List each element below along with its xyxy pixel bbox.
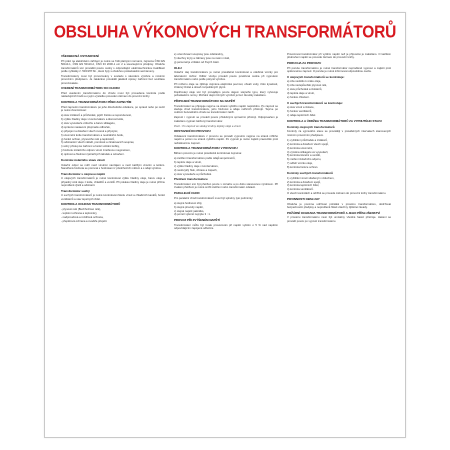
- list-item: c) stav průchodek a izolátorů,: [287, 88, 323, 92]
- section-heading: Přetížení transformátoru: [174, 177, 208, 182]
- list-item: h) odstranění všech nářadí, pomůcek a zkratovacích souprav,: [61, 141, 135, 145]
- list-item: 2) kontrola a dotažení všech spojů,: [287, 142, 329, 146]
- list-item: g) personál je vzdálen od živých částí.: [174, 60, 220, 64]
- list-item: d) poměr výkonů nejvýše 3 : 1.: [174, 213, 211, 217]
- list-item: 5) kontrola těsnění a ventilů,: [287, 154, 321, 158]
- list-item: d) neobvyklý hluk, vibrace a zápach,: [174, 168, 218, 172]
- list-item: 3) kontrola teplotních čidel,: [287, 184, 320, 188]
- section-heading: POŽÁRNÍ OCHRANA TRANSFORMÁTORŮ A JEHO PŘÍSLUŠENSTVÍ: [287, 210, 381, 215]
- sheet-title: OBSLUHA VÝKONOVÝCH TRANSFORMÁTORŮ: [53, 22, 397, 43]
- list-item: 4) kontrola ventilátorů.: [287, 188, 314, 192]
- section-heading: UVEDENÍ TRANSFORMÁTORU DO CHODU: [61, 86, 120, 91]
- section-heading: Transformátor s olejovou náplní: [61, 171, 106, 176]
- paragraph: Kontroly za vypnutého stavu se provádějí v pravidelných intervalech stanovených místním provozním předpisem.: [287, 130, 391, 137]
- list-item: - teplotní ochrana a teploměry,: [61, 211, 98, 215]
- section-heading: KONTROLA TRANSFORMÁTORU V PROVOZU: [174, 146, 238, 151]
- section-heading: POVINNOSTI OBSLUHY: [287, 197, 320, 202]
- text-columns: [61, 53, 391, 423]
- list-item: c) údaje teplotních čidel.: [287, 114, 316, 118]
- list-item: 1) vyčištění vinutí stlačeným vzduchem,: [287, 176, 335, 180]
- list-item: a) zatížení transformátoru podle údajů ampérmetrů,: [174, 156, 236, 160]
- paragraph: Provozovat transformátor při vyšším napětí než je přípustné je zakázáno. O každém překročení napětí se provede záznam do provozní knihy.: [287, 53, 391, 60]
- paragraph: Transformátor může být trvale provozován při napětí vyšším o 5 % nad napětím odpovídajícím zapojené odbočce.: [174, 223, 278, 231]
- list-item: f) všechny kryty a zábrany jsou na svém místě,: [174, 56, 230, 60]
- section-heading: VŠEOBECNÁ USTANOVENÍ: [61, 54, 99, 59]
- list-item: - plynové relé (Buchholzovo relé),: [61, 207, 102, 211]
- paragraph: Izolační odpor se měří mezi vinutími navzájem a mezi každým vinutím a kotlem. Naměřená hodnota se porovná s hodnotami z předchozích měření a s údaji výrobce.: [61, 163, 165, 170]
- note-paragraph: Pozn.: Po zapnutí se sledují změny teploty oleje a vinutí.: [174, 124, 242, 128]
- list-item: a) stav vinutí a izolace,: [287, 106, 315, 110]
- section-heading: KONTROLA OCHRAN TRANSFORMÁTORŮ: [61, 202, 121, 207]
- paragraph: Obsluha je povinna udržovat pořádek v prostoru transformátoru, dodržovat bezpečnostní předpisy a neprodleně hlásit všechny zjištěné závady.: [287, 202, 391, 210]
- list-item: 8) kontrola funkce ochran.: [287, 166, 319, 170]
- paragraph: Izolační olej transformátoru je nutné pravidelně kontrolovat a odebírat vzorky pro laboratorní rozbor. Odběr vzorku provádí pouze pověřená osoba při vypnutém transformátoru nebo podle pokynů výrobce.: [174, 71, 278, 81]
- list-item: a) stav izolátorů a průchodek, jejich čistotu a neporušenost,: [61, 113, 132, 117]
- list-item: a) stejné hodinové úhly,: [174, 201, 203, 205]
- section-heading: U olejových transformátorů se kontroluje:: [287, 74, 345, 79]
- paragraph: O všech kontrolách a údržbě se provede záznam do provozní knihy transformátoru.: [287, 192, 387, 196]
- list-item: - nadproudová a rozdílová ochrana,: [61, 215, 104, 219]
- list-item: i) volný přístup ke zařízení a funkci větrání kobky,: [61, 145, 120, 149]
- paragraph: U olejových transformátorů je nutné kontrolovat výšku hladiny oleje, barvu oleje a případný únik oleje z kotle, chladičů a ventilů. Při poklesu hladiny oleje je nutné příčinu neprodleně zjistit a odstranit.: [61, 177, 165, 187]
- paragraph: Doplňování oleje smí být prováděno pouze olejem stejného typu, který vyhovuje požadavkům normy. Míchání olejů různých výrobců je bez zkoušky zakázáno.: [174, 91, 278, 98]
- list-item: 3) kontrola uzemnění,: [287, 146, 313, 150]
- section-heading: Kontroly olejových transformátorů: [287, 124, 335, 129]
- list-item: g) funkci ochran, plynového relé a teploměrů,: [61, 137, 115, 141]
- list-item: c) výšku hladiny oleje v konzervátoru,: [174, 164, 219, 168]
- section-heading: PARALELNÍ CHOD: [174, 191, 200, 196]
- list-item: - přepěťová ochrana a svodiče přepětí.: [61, 219, 108, 223]
- paragraph: Pro paralelní chod transformátorů musí být splněny tyto podmínky:: [174, 196, 254, 200]
- column-3: [287, 53, 391, 423]
- safety-sheet: [44, 12, 406, 438]
- section-heading: Kontroly suchých transformátorů: [287, 171, 333, 175]
- list-item: b) stejné převody napětí,: [174, 205, 204, 209]
- paragraph: Zapnutí i vypnutí se provádí pouze příslušnými spínacími přístroji. Odpojovačem je zakázáno vypínat zatížený transformátor.: [174, 116, 278, 123]
- list-item: 6) měření izolačního odporu,: [287, 158, 322, 162]
- column-1: [61, 53, 165, 423]
- section-heading: PROVOZ PŘI ZVÝŠENÉM NAPĚTÍ: [174, 218, 220, 223]
- list-item: c) stav vysoušeče vzduchu a barvu silikagelu,: [61, 121, 116, 125]
- section-heading: Kontrola izolačního stavu vinutí: [61, 158, 105, 163]
- paragraph: Transformátor smí být přetížen pouze v rozsahu a po dobu stanovenou výrobcem. Při trvalém přetížení je nutné snížit zatížení nebo transformátor odstavit.: [174, 183, 278, 190]
- list-item: c) stejná napětí nakrátko,: [174, 209, 205, 213]
- list-item: b) teplotu oleje a vinutí,: [174, 160, 202, 164]
- list-item: e) funkce chlazení.: [287, 96, 310, 100]
- section-heading: PŘIPOJENÍ TRANSFORMÁTORU NA NAPĚTÍ: [174, 99, 236, 104]
- section-heading: PORUCHA ZA PROVOZU: [287, 61, 322, 66]
- list-item: j) hodnotu izolačního odporu vinutí změřenou megmetrem,: [61, 149, 131, 153]
- list-item: a) zda nedošlo k úniku oleje,: [287, 80, 322, 84]
- list-item: e) připojení a dotažení všech svorek a přípojnic,: [61, 129, 119, 133]
- paragraph: Před uvedením transformátoru do chodu musí být provedena kontrola podle následujících bodů a o jejím výsledku proveden záznam do provozní knihy.: [61, 91, 165, 99]
- list-item: 2) kontrola a dotažení spojů,: [287, 180, 321, 184]
- section-heading: OLEJ: [174, 65, 182, 70]
- list-item: e) stav vysoušeče a průchodek.: [174, 172, 212, 176]
- list-item: b) zda nezapůsobilo plynové relé,: [287, 84, 328, 88]
- paragraph: Transformátor se připojuje nejprve na straně vyššího napětí naprázdno. Po zapnutí se sleduje chod transformátoru, jeho hlučnost a údaje měřicích přístrojů. Teprve po ověření bezvadného chodu se transformátor zatíží.: [174, 104, 278, 115]
- list-item: e) uzemňovací soupravy jsou odstraněny,: [174, 53, 224, 56]
- list-item: d) správné nastavení přepínače odboček,: [61, 125, 111, 129]
- section-heading: KONTROLA TRANSFORMÁTORU PŘED ZAPNUTÍM: [61, 100, 132, 105]
- paragraph: U suchých transformátorů je nutné kontrolovat čistotu vinutí a chladicích kanálů, funkci ventilátorů a stav tepelných čidel.: [61, 194, 165, 201]
- paragraph: Před zapnutím transformátoru po jeho dlouhodobé odstávce, po opravě nebo po revizi je nutné zkontrolovat:: [61, 105, 165, 112]
- list-item: b) výšku hladiny oleje v konzervátoru a těsnost kotle,: [61, 117, 124, 121]
- section-heading: Transformátor suchý: [61, 188, 90, 193]
- list-item: 1) vyčištění průchodek a izolátorů,: [287, 138, 328, 142]
- section-heading: KONTROLA A ÚDRŽBA TRANSFORMÁTORŮ ZA VYPNUTÉHO STAVU: [287, 119, 382, 124]
- list-item: 7) odběr vzorku oleje,: [287, 162, 313, 166]
- list-item: 4) výměna silikagelu ve vysoušeči,: [287, 150, 329, 154]
- column-2: [174, 53, 278, 423]
- paragraph: Při rozboru oleje se zjišťuje zejména elektrická pevnost, obsah vody, číslo kyselosti, ztrátový činitel a obsah rozpuštěných plynů.: [174, 82, 278, 90]
- paragraph: V prostoru transformátoru musí být umístěny vhodné hasicí přístroje. Hašení se provádí pouze po vypnutí transformátoru.: [287, 216, 391, 223]
- list-item: f) uzemnění kotle transformátoru a neutrálního bodu,: [61, 133, 124, 137]
- paragraph: Při poruše transformátoru je nutné transformátor neprodleně vypnout a zajistit proti opětovnému zapnutí. O poruše je nutné informovat odpovědnou osobu.: [287, 66, 391, 74]
- list-item: d) teplota oleje a vinutí,: [287, 92, 315, 96]
- section-heading: ODSTAVENÍ DO PROVOZU: [174, 129, 211, 134]
- paragraph: Transformátory musí být provozovány v souladu s návodem výrobce a místním provozním předpisem. Je zakázáno provádět jakékoli úpravy zařízení bez souhlasu provozovatele.: [61, 74, 165, 85]
- section-heading: U suchých transformátorů se kontroluje:: [287, 100, 343, 105]
- paragraph: Při práci na elektrickém zařízení je nutné se řídit platnými normami, zejména ČSN EN 50110-1, ČSN EN 50110-2, ČSN 33 2000-1 ed. 2 a souvisejícími předpisy. Obsluhu transformátorů smí provádět pouze osoby s odpovídající elektrotechnickou kvalifikací podle vyhlášky č. 50/1978 Sb., které byly s obsluhou prokazatelně seznámeny.: [61, 59, 165, 74]
- paragraph: Odstavení transformátoru z provozu se provádí vypnutím nejprve na straně nižšího napětí a potom na straně vyššího napětí. Po vypnutí je nutné zajistit pracoviště proti nežádoucímu zapnutí.: [174, 135, 278, 145]
- list-item: k) úplnost a čitelnost výstražných tabulek a označení.: [61, 153, 125, 157]
- list-item: b) funkce ventilátorů,: [287, 110, 312, 114]
- paragraph: Během provozu je nutné pravidelně kontrolovat zejména:: [174, 152, 242, 156]
